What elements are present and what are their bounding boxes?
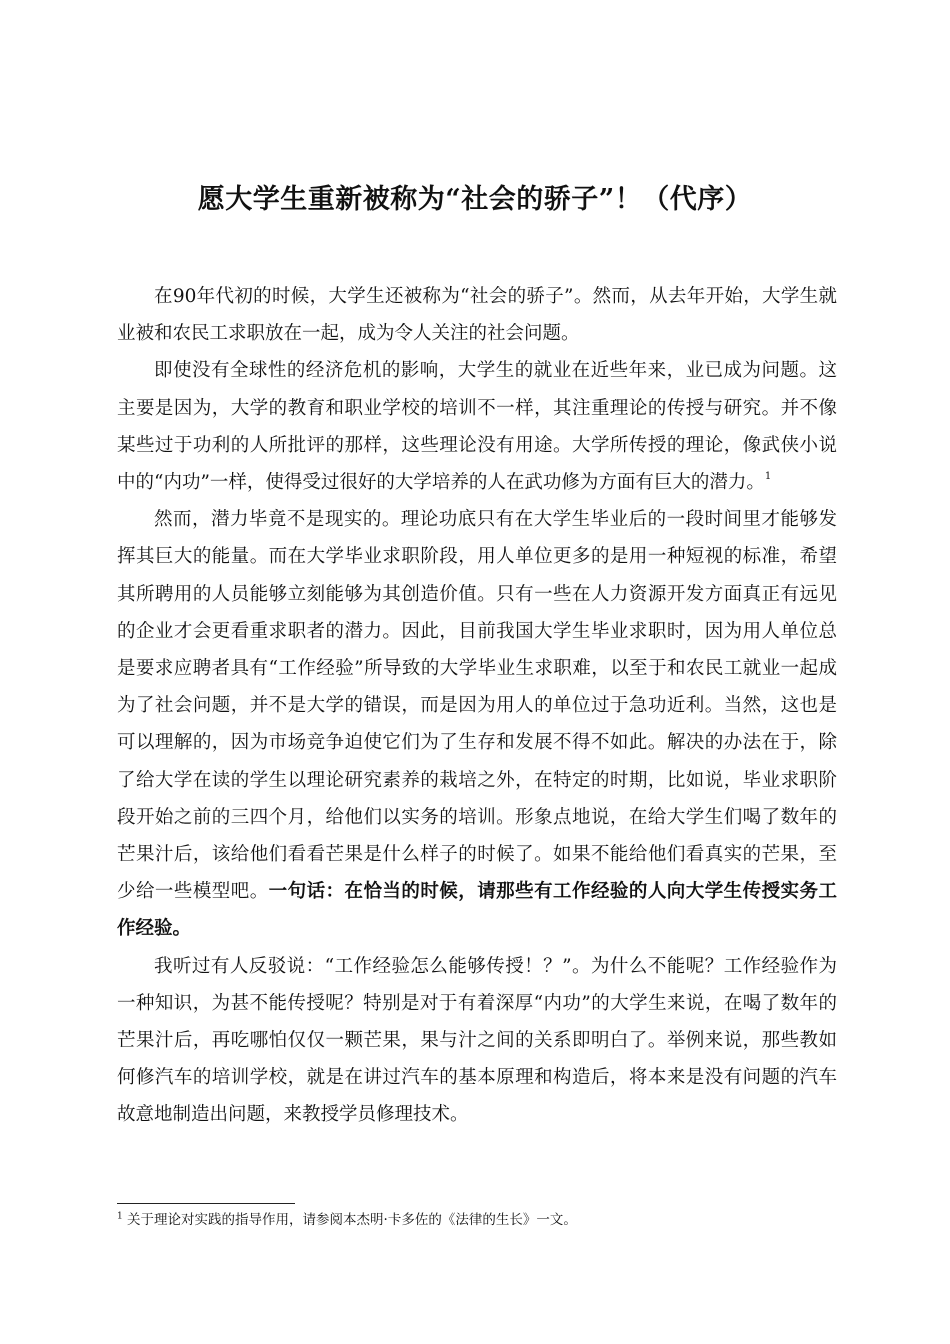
footnote-marker: 1 [117, 1211, 123, 1222]
footnote [117, 1210, 837, 1230]
paragraph-3-text: 然而，潜力毕竟不是现实的。理论功底只有在大学生毕业后的一段时间里才能够发挥其巨大的能量。而在大学毕业求职阶段，用人单位更多的是用一种短视的标准，希望其所聘用的人员能够立刻能够为其创造价值。只有一些在人力资源开发方面真正有远见的企业才会更看重求职者的潜力。因此，目前我国大学生毕业求职时，因为用人单位总是要求应聘者具有“工作经验”所导致的大学毕业生求职难，以至于和农民工就业一起成为了社会问题，并不是大学的错误，而是因为用人的单位过于急功近利。当然，这也是可以理解的，因为市场竞争迫使它们为了生存和发展不得不如此。解决的办法在于，除了给大学在读的学生以理论研究素养的栽培之外，在特定的时期，比如说，毕业求职阶段开始之前的三四个月，给他们以实务的培训。形象点地说，在给大学生们喝了数年的芒果汁后，该给他们看看芒果是什么样子的时候了。如果不能给他们看真实的芒果，至少给一些模型吧。 [117, 509, 837, 903]
paragraph-4-text: 我听过有人反驳说：“工作经验怎么能够传授！？”。为什么不能呢？工作经验作为一种知识，为甚不能传授呢？特别是对于有着深厚“内功”的大学生来说，在喝了数年的芒果汁后，再吃哪怕仅仅一颗芒果，果与汁之间的关系即明白了。举例来说，那些教如何修汽车的培训学校，就是在讲过汽车的基本原理和构造后，将本来是没有问题的汽车故意地制造出问题，来教授学员修理技术。 [117, 955, 837, 1126]
footnote-divider [117, 1203, 295, 1204]
paragraph-2-text: 即使没有全球性的经济危机的影响，大学生的就业在近些年来，业已成为问题。这主要是因为，大学的教育和职业学校的培训不一样，其注重理论的传授与研究。并不像某些过于功利的人所批评的那样，这些理论没有用途。大学所传授的理论，像武侠小说中的“内功”一样，使得受过很好的大学培养的人在武功修为方面有巨大的潜力。 [117, 360, 837, 494]
paragraph-3-emphasis: 一句话：在恰当的时候，请那些有工作经验的人向大学生传授实务工作经验。 [117, 881, 837, 940]
paragraph-1-text: 在90年代初的时候，大学生还被称为“社会的骄子”。然而，从去年开始，大学生就业被和农民工求职放在一起，成为令人关注的社会问题。 [117, 286, 837, 345]
body-text [117, 278, 837, 1134]
page-title: 愿大学生重新被称为“社会的骄子”！（代序） [197, 184, 753, 216]
paragraph-4 [117, 948, 837, 1134]
footnote-reference[interactable]: 1 [764, 470, 772, 482]
paragraph-1 [117, 278, 837, 352]
paragraph-3 [117, 501, 837, 947]
footnote-text: 关于理论对实践的指导作用，请参阅本杰明·卡多佐的《法律的生长》一文。 [127, 1212, 577, 1228]
paragraph-2 [117, 352, 837, 501]
